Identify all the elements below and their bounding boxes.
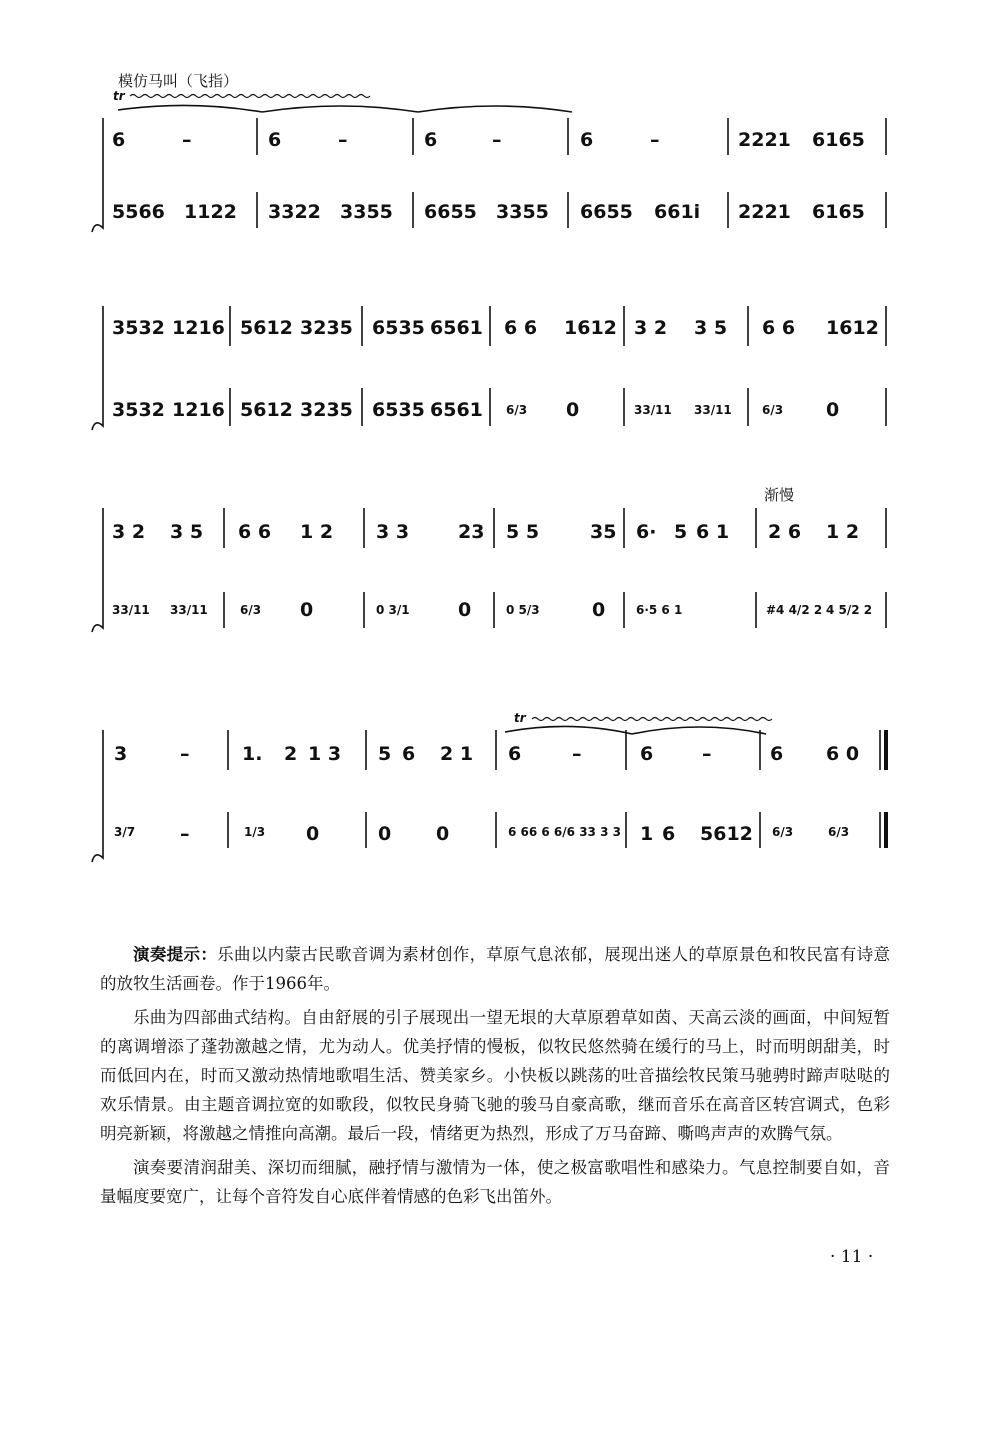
note: 0 (826, 399, 840, 421)
page-number: · 11 · (830, 1247, 874, 1267)
system-2-upper (112, 317, 879, 339)
note: 6 (112, 129, 126, 151)
note: 3 2 (112, 521, 146, 543)
trill-wave-1 (130, 95, 370, 98)
chord: 6/3 (828, 825, 850, 839)
note: 6535 (372, 317, 425, 339)
note: 35 (590, 521, 617, 543)
note: 6 6 (504, 317, 538, 339)
note: 2221 (738, 129, 791, 151)
note: 2 6 (768, 521, 802, 543)
chord: 0 5/3 (506, 603, 540, 617)
note: 3235 (300, 317, 353, 339)
note: 1612 (564, 317, 617, 339)
note: 6561 (430, 317, 483, 339)
note: 6165 (812, 201, 865, 223)
system-2-brace (92, 306, 103, 430)
chord: 33/11 (634, 403, 672, 417)
note: 1 2 (300, 521, 334, 543)
system-1-upper (112, 129, 865, 151)
chord: 6/3 (506, 403, 528, 417)
note: 0 (300, 599, 314, 621)
note: 3 (114, 743, 128, 765)
note: 1216 (172, 399, 225, 421)
note: 6· (636, 521, 657, 543)
chord: 33/11 (170, 603, 208, 617)
notes-paragraph-2: 乐曲为四部曲式结构。自由舒展的引子展现出一望无垠的大草原碧草如茵、天高云淡的画面，中间短暂的离调增添了蓬勃激越之情，尤为动人。优美抒情的慢板，似牧民悠然骑在缓行的马上，时而明朗甜美，时而低回内在，时而又激动热情地歌唱生活、赞美家乡。小快板以跳荡的吐音描绘牧民策马驰骋时蹄声哒哒的欢乐情景。由主题音调拉宽的如歌段，似牧民身骑飞驰的骏马自豪高歌，继而音乐在高音区转宫调式，色彩明亮新颖，将激越之情推向高潮。最后一段，情绪更为热烈，形成了万马奋蹄、嘶鸣声声的欢腾气氛。 (100, 1008, 890, 1143)
note: 6535 (372, 399, 425, 421)
note: 6165 (812, 129, 865, 151)
chord: 6/3 (240, 603, 262, 617)
notes-paragraph-1 (100, 940, 890, 998)
note: 0 (306, 823, 320, 845)
note: 6 6 (238, 521, 272, 543)
note: 3235 (300, 399, 353, 421)
note: 1. (242, 743, 263, 765)
system-4-brace (92, 730, 103, 862)
note: 6 (640, 743, 654, 765)
note: – (572, 743, 582, 765)
note: 6 (770, 743, 784, 765)
note: 6 6 (762, 317, 796, 339)
note: 1612 (826, 317, 879, 339)
chord: 3/7 (114, 825, 136, 839)
note: – (180, 743, 190, 765)
note: 1 2 (826, 521, 860, 543)
note: 5566 (112, 201, 165, 223)
note: 6 (402, 743, 416, 765)
note: 3532 (112, 317, 165, 339)
note: 6 (662, 823, 676, 845)
trill-mark-2: tr (514, 711, 526, 725)
note: 6 (508, 743, 522, 765)
system-3-brace (92, 508, 103, 632)
note: – (338, 129, 348, 151)
note: 3532 (112, 399, 165, 421)
note: 2 1 (440, 743, 474, 765)
note: 23 (458, 521, 485, 543)
note: 6 (580, 129, 594, 151)
note: 0 (566, 399, 580, 421)
chord: 33/11 (694, 403, 732, 417)
chord: 33/11 (112, 603, 150, 617)
note: 6 (268, 129, 282, 151)
note: 0 (436, 823, 450, 845)
note: 5 (378, 743, 392, 765)
note: 0 (458, 599, 472, 621)
note: – (702, 743, 712, 765)
note: 5 5 (506, 521, 540, 543)
system-4-lower (114, 823, 849, 845)
note: 2221 (738, 201, 791, 223)
note: 5612 (240, 399, 293, 421)
chord: 6 66 6 6/6 33 3 3 (508, 825, 621, 839)
note: 3322 (268, 201, 321, 223)
performance-notes (100, 940, 890, 1216)
tempo-mark: 渐慢 (764, 486, 795, 504)
note: – (650, 129, 660, 151)
chord: 6·5 6 1 (636, 603, 683, 617)
note: – (182, 129, 192, 151)
chord: 6/3 (762, 403, 784, 417)
note: 1 3 (308, 743, 342, 765)
note: 6 1 (696, 521, 730, 543)
note: 1216 (172, 317, 225, 339)
system-3-lower (112, 599, 872, 621)
trill-wave-2 (532, 718, 772, 721)
chord: #4 4/2 2 (766, 603, 823, 617)
notes-label: 演奏提示： (133, 945, 218, 964)
note: 1122 (184, 201, 237, 223)
chord: 6/3 (772, 825, 794, 839)
note: 3 5 (170, 521, 204, 543)
note: 661i (654, 201, 701, 223)
notes-paragraph-3: 演奏要清润甜美、深切而细腻，融抒情与激情为一体，使之极富歌唱性和感染力。气息控制要自如，音量幅度要宽广，让每个音符发自心底伴着情感的色彩飞出笛外。 (100, 1158, 890, 1206)
note: 6655 (424, 201, 477, 223)
annotation-opening: 模仿马叫（飞指） (118, 72, 239, 90)
note: 6 (424, 129, 438, 151)
note: 5612 (700, 823, 753, 845)
note: 6655 (580, 201, 633, 223)
notes-text-1: 乐曲以内蒙古民歌音调为素材创作，草原气息浓郁，展现出迷人的草原景色和牧民富有诗意的放牧生活画卷。作于1966年。 (100, 945, 891, 993)
note: 3355 (340, 201, 393, 223)
note: 0 (378, 823, 392, 845)
note: 6 0 (826, 743, 860, 765)
chord: 1/3 (244, 825, 266, 839)
trill-mark-1: tr (113, 89, 125, 103)
chord: 4 5/2 2 (826, 603, 873, 617)
note: 0 (592, 599, 606, 621)
note: 2 (284, 743, 298, 765)
note: 3 2 (634, 317, 668, 339)
system-1-lower (112, 201, 865, 223)
note: 1 (640, 823, 654, 845)
note: – (180, 823, 190, 845)
system-4-upper (114, 743, 859, 765)
note: 5 (674, 521, 688, 543)
note: 3 3 (376, 521, 410, 543)
system-2-lower (112, 399, 839, 421)
note: 3355 (496, 201, 549, 223)
note: – (492, 129, 502, 151)
note: 5612 (240, 317, 293, 339)
chord: 0 3/1 (376, 603, 410, 617)
system-1-brace (92, 118, 103, 232)
note: 3 5 (694, 317, 728, 339)
note: 6561 (430, 399, 483, 421)
